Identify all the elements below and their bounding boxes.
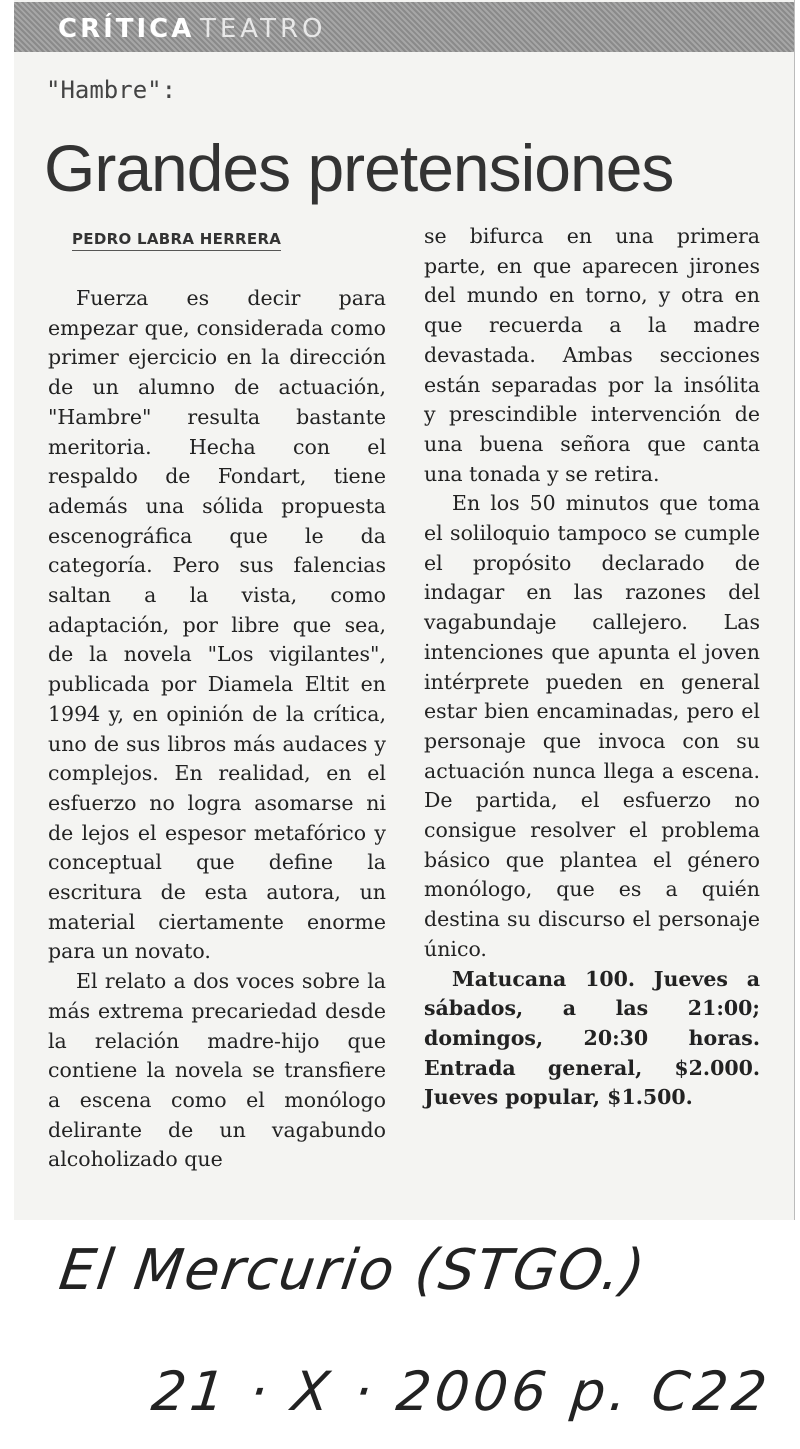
handwritten-source-note: El Mercurio (STGO.) bbox=[55, 1238, 651, 1303]
section-header-bar bbox=[14, 2, 794, 52]
article-byline: PEDRO LABRA HERRERA bbox=[72, 230, 281, 251]
article-title: Grandes pretensiones bbox=[44, 131, 674, 205]
article-paragraph: En los 50 minutos que toma el soliloquio tampoco se cumple el propósito declarado de indagar en las razones del vagabundaje callejero. Las intenciones que apunta el joven intérprete pueden en general estar bien encaminadas, pero el personaje que invoca con su actuación nunca llega a escena. De partida, el esfuerzo no consigue resolver el problema básico que plantea el género monólogo, que es a quién destina su discurso el personaje único. bbox=[424, 491, 760, 961]
venue-info: Matucana 100. Jueves a sábados, a las 21:00; domingos, 20:30 horas. Entrada general, $2.000. Jueves popular, $1.500. bbox=[424, 966, 760, 1110]
article-kicker: "Hambre": bbox=[46, 76, 177, 104]
section-label: CRÍTICA bbox=[58, 14, 195, 44]
handwritten-date-page-note: 21 · X · 2006 p. C22 bbox=[148, 1360, 774, 1423]
article-paragraph: Fuerza es decir para empezar que, considerada como primer ejercicio en la dirección de un alumno de actuación, "Hambre" resulta bastante meritoria. Hecha con el respaldo de Fondart, tiene además una sólida propuesta escenográfica que le da categoría. Pero sus falencias saltan a la vista, como adaptación, por libre que sea, de la novela "Los vigilantes", publicada por Diamela Eltit en 1994 y, en opinión de la crítica, uno de sus libros más audaces y complejos. En realidad, en el esfuerzo no logra asomarse ni de lejos el espesor metafórico y conceptual que define la escritura de esta autora, un material ciertamente enorme para un novato. bbox=[48, 286, 386, 964]
article-column-2 bbox=[424, 222, 760, 1113]
article-paragraph: El relato a dos voces sobre la más extrema precariedad desde la relación madre-hijo que contiene la novela se transfiere a escena como el monólogo delirante de un vagabundo alcoholizado que bbox=[48, 969, 386, 1172]
article-column-1 bbox=[48, 284, 386, 1175]
subsection-label: TEATRO bbox=[200, 14, 327, 44]
article-paragraph: se bifurca en una primera parte, en que aparecen jirones del mundo en torno, y otra en que recuerda a la madre devastada. Ambas secciones están separadas por la insólita y prescindible intervención de una buena señora que canta una tonada y se retira. bbox=[424, 224, 760, 486]
